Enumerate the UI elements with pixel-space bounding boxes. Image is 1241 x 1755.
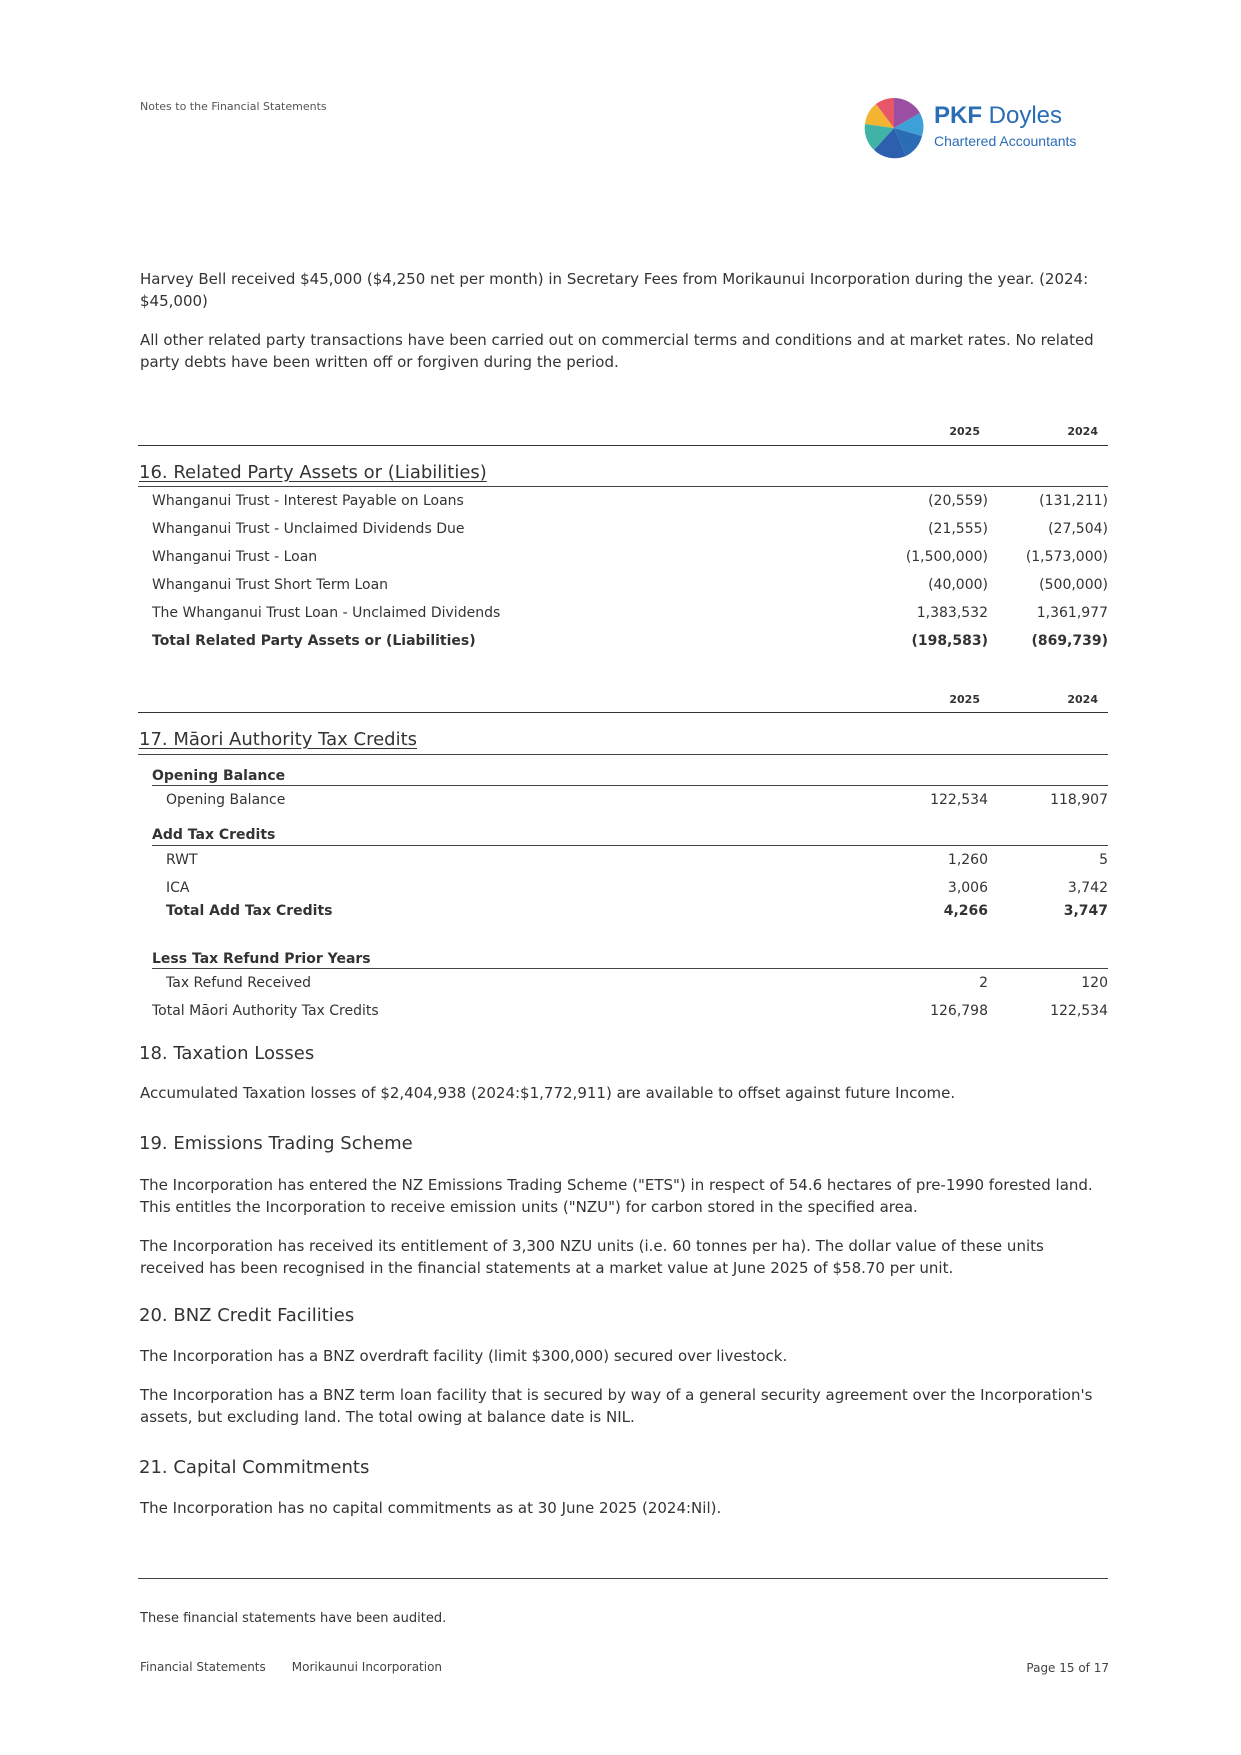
subheading-opening-balance: Opening Balance <box>152 768 286 784</box>
section-18-paragraph: Accumulated Taxation losses of $2,404,938 (2024:$1,772,911) are available to offset against future Income. <box>140 1084 956 1102</box>
year-header-2024: 2024 <box>1067 693 1098 706</box>
section-21-paragraph: The Incorporation has no capital commitments as at 30 June 2025 (2024:Nil). <box>140 1499 722 1517</box>
table-row: Whanganui Trust - Interest Payable on Loans (20,559) (131,211) <box>152 493 1108 509</box>
audit-note: These financial statements have been audited. <box>140 1611 447 1626</box>
section-20-paragraph-1: The Incorporation has a BNZ overdraft facility (limit $300,000) secured over livestock. <box>140 1347 788 1365</box>
section-19-paragraph-1: The Incorporation has entered the NZ Emissions Trading Scheme ("ETS") in respect of 54.6 hectares of pre-1990 forested land. This entitles the Incorporation to receive emission units ("NZU") for carbon stored in the specified area. <box>140 1176 1093 1216</box>
table-row: Opening Balance 122,534 118,907 <box>166 792 1108 808</box>
table-row: The Whanganui Trust Loan - Unclaimed Dividends 1,383,532 1,361,977 <box>152 605 1108 621</box>
logo-subtitle: Chartered Accountants <box>934 133 1077 149</box>
subheading-add-tax-credits: Add Tax Credits <box>152 827 276 843</box>
section-rule <box>138 754 1108 755</box>
section-title-17: 17. Māori Authority Tax Credits <box>139 729 418 750</box>
pkf-logo-icon <box>862 96 926 160</box>
table-total-row: Total Māori Authority Tax Credits 126,798 122,534 <box>152 1003 1108 1019</box>
section-title-19: 19. Emissions Trading Scheme <box>139 1133 413 1154</box>
table-rule <box>138 712 1108 713</box>
table-row: Tax Refund Received 2 120 <box>166 975 1108 991</box>
section-20-paragraph-2: The Incorporation has a BNZ term loan facility that is secured by way of a general security agreement over the Incorporation's assets, but excluding land. The total owing at balance date is NIL. <box>140 1386 1093 1426</box>
subheading-rule <box>152 785 1108 786</box>
footer-entity-name: Morikaunui Incorporation <box>291 1660 443 1674</box>
section-title-16: 16. Related Party Assets or (Liabilities) <box>139 462 487 483</box>
subheading-rule <box>152 845 1108 846</box>
section-title-21: 21. Capital Commitments <box>139 1457 370 1478</box>
section-title-20: 20. BNZ Credit Facilities <box>139 1305 355 1326</box>
footer-left <box>140 1660 468 1674</box>
footer-rule <box>138 1578 1108 1579</box>
year-header-2025: 2025 <box>949 693 980 706</box>
table-row: RWT 1,260 5 <box>166 852 1108 868</box>
section-title-18: 18. Taxation Losses <box>139 1043 315 1064</box>
subheading-less-tax-refund: Less Tax Refund Prior Years <box>152 951 371 967</box>
company-logo <box>862 96 1102 160</box>
section-rule <box>138 486 1108 487</box>
page-number: Page 15 of 17 <box>1026 1661 1109 1675</box>
table-rule <box>138 445 1108 446</box>
table-total-row: Total Related Party Assets or (Liabilities) (198,583) (869,739) <box>152 633 1108 649</box>
table-row: Whanganui Trust - Loan (1,500,000) (1,573,000) <box>152 549 1108 565</box>
year-header-2025: 2025 <box>949 425 980 438</box>
table-row: ICA 3,006 3,742 <box>166 880 1108 896</box>
table-row: Whanganui Trust Short Term Loan (40,000) (500,000) <box>152 577 1108 593</box>
logo-name: PKF Doyles <box>934 102 1063 129</box>
section-19-paragraph-2: The Incorporation has received its entitlement of 3,300 NZU units (i.e. 60 tonnes per ha). The dollar value of these units received has been recognised in the financial statements at a market value at June 2025 of $58.70 per unit. <box>140 1237 1044 1277</box>
table-row: Whanganui Trust - Unclaimed Dividends Due (21,555) (27,504) <box>152 521 1108 537</box>
header-label: Notes to the Financial Statements <box>140 100 327 113</box>
intro-paragraph-1: Harvey Bell received $45,000 ($4,250 net per month) in Secretary Fees from Morikaunui Incorporation during the year. (2024: $45,000) <box>140 270 1089 310</box>
intro-paragraph-2: All other related party transactions have been carried out on commercial terms and conditions and at market rates. No related party debts have been written off or forgiven during the period. <box>140 331 1094 371</box>
year-header-2024: 2024 <box>1067 425 1098 438</box>
subheading-rule <box>152 968 1108 969</box>
footer-document-title: Financial Statements <box>140 1660 266 1674</box>
table-total-row: Total Add Tax Credits 4,266 3,747 <box>166 903 1108 919</box>
